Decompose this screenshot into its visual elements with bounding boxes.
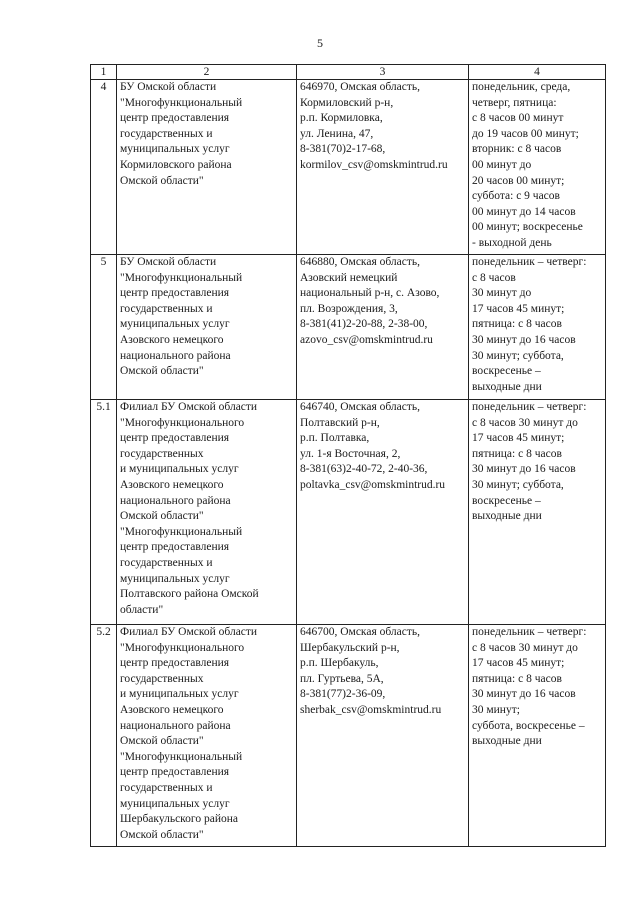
cell-line: sherbak_csv@omskmintrud.ru [300,703,442,716]
cell-line: 30 минут; суббота, [472,349,564,362]
cell-line: с 8 часов [472,271,516,284]
row-number: 5.2 [91,625,117,847]
table-body [91,80,606,847]
cell-line: выходные дни [472,735,542,748]
cell-line: 17 часов 45 минут; [472,657,565,670]
cell-line: Азовский немецкий [300,271,398,284]
cell-line: муниципальных услуг [120,797,230,810]
cell-line: Филиал БУ Омской области [120,626,258,638]
address-cell [297,80,469,255]
cell-line: "Многофункционального [120,641,245,654]
cell-line: пятница: с 8 часов [472,318,562,331]
cell-line: центр предоставления [120,541,230,554]
organization-name-cell [117,255,297,400]
cell-line: понедельник, среда, [472,81,571,93]
schedule-cell [469,400,606,625]
cell-line: 8-381(41)2-20-88, 2-38-00, [300,318,428,331]
address-cell [297,255,469,400]
cell-line: с 8 часов 30 минут до [472,416,578,429]
cell-line: "Многофункциональный [120,750,243,763]
cell-line: 646700, Омская область, [300,626,421,638]
cell-line: воскресенье – [472,365,541,378]
schedule-cell [469,625,606,847]
cell-line: р.п. Кормиловка, [300,112,383,125]
cell-line: Полтавского района Омской [120,588,259,601]
cell-line: и муниципальных услуг [120,688,239,701]
schedule-cell [469,80,606,255]
address-cell [297,625,469,847]
cell-line: Омской области" [120,174,204,187]
cell-line: Кормиловского района [120,158,232,171]
schedule-cell [469,255,606,400]
cell-line: Азовского немецкого [120,333,224,346]
cell-line: 30 минут до 16 часов [472,688,576,701]
cell-line: 646970, Омская область, [300,81,421,93]
row-number: 5.1 [91,400,117,625]
cell-line: воскресенье – [472,494,541,507]
cell-line: 30 минут до [472,287,532,300]
cell-line: "Многофункционального [120,416,245,429]
cell-line: ул. 1-я Восточная, 2, [300,447,401,460]
cell-line: пл. Возрождения, 3, [300,302,398,315]
cell-line: Кормиловский р-н, [300,96,394,109]
cell-line: муниципальных услуг [120,572,230,585]
cell-line: национальный р-н, с. Азово, [300,287,440,300]
cell-line: р.п. Полтавка, [300,432,370,445]
cell-line: 30 минут до 16 часов [472,463,576,476]
cell-line: государственных и [120,302,213,315]
cell-line: kormilov_csv@omskmintrud.ru [300,158,448,171]
column-header-1: 1 [91,65,117,80]
cell-line: БУ Омской области [120,81,217,93]
cell-line: суббота: с 9 часов [472,190,560,203]
column-header-4: 4 [469,65,606,80]
cell-line: 646740, Омская область, [300,401,421,413]
cell-line: центр предоставления [120,112,230,125]
table-row [91,255,606,400]
page-number: 5 [317,36,323,50]
cell-line: национального района [120,719,231,732]
cell-line: Омской области" [120,828,204,841]
cell-line: БУ Омской области [120,256,217,268]
cell-line: 00 минут до [472,158,532,171]
address-cell [297,400,469,625]
header-row [91,65,606,80]
cell-line: 646880, Омская область, [300,256,421,268]
cell-line: четверг, пятница: [472,96,557,109]
cell-line: "Многофункциональный [120,271,243,284]
cell-line: с 8 часов 00 минут [472,112,564,125]
cell-line: 00 минут; воскресенье [472,221,583,234]
cell-line: 30 минут; [472,703,520,716]
cell-line: 17 часов 45 минут; [472,302,565,315]
table-row [91,400,606,625]
cell-line: Омской области" [120,735,204,748]
cell-line: ул. Ленина, 47, [300,127,374,140]
cell-line: 8-381(63)2-40-72, 2-40-36, [300,463,428,476]
cell-line: национального района [120,494,231,507]
cell-line: выходные дни [472,380,542,393]
organization-name-cell [117,400,297,625]
cell-line: Азовского немецкого [120,703,224,716]
cell-line: муниципальных услуг [120,318,230,331]
cell-line: вторник: с 8 часов [472,143,562,156]
cell-line: государственных и [120,556,213,569]
cell-line: Азовского немецкого [120,478,224,491]
cell-line: выходные дни [472,510,542,523]
cell-line: "Многофункциональный [120,96,243,109]
cell-line: 20 часов 00 минут; [472,174,565,187]
cell-line: пл. Гуртьева, 5А, [300,672,384,685]
cell-line: понедельник – четверг: [472,626,587,638]
cell-line: центр предоставления [120,287,230,300]
table-row [91,80,606,255]
cell-line: пятница: с 8 часов [472,447,562,460]
cell-line: Полтавский р-н, [300,416,380,429]
cell-line: понедельник – четверг: [472,256,587,268]
cell-line: понедельник – четверг: [472,401,587,413]
cell-line: Филиал БУ Омской области [120,401,258,413]
cell-line: пятница: с 8 часов [472,672,562,685]
service-centers-table [90,64,606,847]
cell-line: государственных и [120,781,213,794]
cell-line: 30 минут до 16 часов [472,333,576,346]
cell-line: 8-381(77)2-36-09, [300,688,386,701]
cell-line: - выходной день [472,236,552,249]
cell-line: Шербакульского района [120,813,238,826]
cell-line: azovo_csv@omskmintrud.ru [300,333,433,346]
column-header-3: 3 [297,65,469,80]
cell-line: национального района [120,349,231,362]
cell-line: до 19 часов 00 минут; [472,127,579,140]
cell-line: государственных и [120,127,213,140]
cell-line: р.п. Шербакуль, [300,657,379,670]
cell-line: суббота, воскресенье – [472,719,585,732]
cell-line: с 8 часов 30 минут до [472,641,578,654]
cell-line: 8-381(70)2-17-68, [300,143,386,156]
cell-line: центр предоставления [120,432,230,445]
cell-line: 00 минут до 14 часов [472,205,576,218]
cell-line: Омской области" [120,365,204,378]
cell-line: Шербакульский р-н, [300,641,400,654]
table-row [91,625,606,847]
organization-name-cell [117,80,297,255]
cell-line: государственных [120,447,204,460]
cell-line: 30 минут; суббота, [472,478,564,491]
cell-line: poltavka_csv@omskmintrud.ru [300,478,446,491]
cell-line: области" [120,603,164,616]
row-number: 5 [91,255,117,400]
cell-line: 17 часов 45 минут; [472,432,565,445]
cell-line: муниципальных услуг [120,143,230,156]
cell-line: центр предоставления [120,766,230,779]
cell-line: Омской области" [120,510,204,523]
cell-line: "Многофункциональный [120,525,243,538]
row-number: 4 [91,80,117,255]
column-header-2: 2 [117,65,297,80]
cell-line: и муниципальных услуг [120,463,239,476]
cell-line: центр предоставления [120,657,230,670]
organization-name-cell [117,625,297,847]
cell-line: государственных [120,672,204,685]
